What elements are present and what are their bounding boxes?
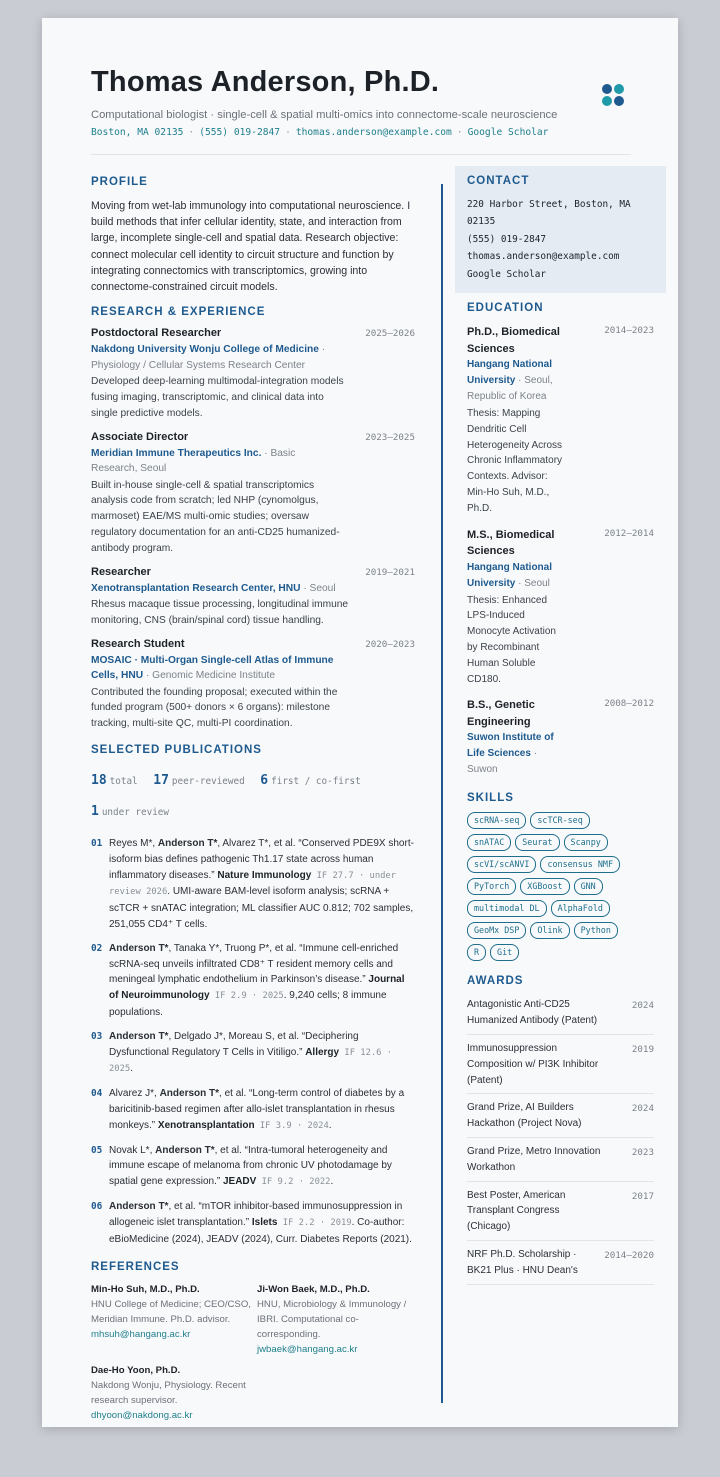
publication-number: 05 <box>91 1144 103 1156</box>
reference-name: Dae-Ho Yoon, Ph.D. <box>91 1365 181 1377</box>
publication-number: 01 <box>91 838 103 850</box>
stat-under-review: 1 under review <box>91 804 169 820</box>
contact-scholar-link[interactable]: Google Scholar <box>467 268 547 280</box>
publication-item <box>91 1199 415 1247</box>
skill-chip: Olink <box>530 922 569 939</box>
reference-email-link[interactable]: mhsuh@hangang.ac.kr <box>91 1328 191 1340</box>
publication-citation: , et al. “Intra-tumoral heterogeneity and immune escape of melanoma from chronic UV photodamage by spatial gene expression.” <box>109 1144 392 1188</box>
header-email-link[interactable]: thomas.anderson@example.com <box>295 127 452 138</box>
publication-journal: Allergy <box>305 1046 340 1058</box>
skill-chip: GNN <box>574 878 603 895</box>
reference-name: Ji-Won Baek, M.D., Ph.D. <box>257 1284 370 1296</box>
skill-chip: XGBoost <box>520 878 569 895</box>
job-org-name: Meridian Immune Therapeutics Inc. <box>91 447 262 459</box>
skill-chip: Scanpy <box>564 834 608 851</box>
publication-impact: IF 27.7 · under review 2026 <box>109 870 397 898</box>
publication-impact: IF 9.2 · 2022 <box>256 1177 331 1188</box>
job-org <box>91 653 341 684</box>
award-item <box>467 1241 654 1285</box>
header-phone: (555) 019-2847 <box>199 127 281 138</box>
reference-item <box>91 1283 251 1342</box>
skill-chip: scRNA-seq <box>467 812 526 829</box>
publication-citation: , Delgado J*, Moreau S, et al. “Deciphering Dysfunctional Regulatory T Cells in Vitiligo.” <box>109 1030 359 1058</box>
publication-journal: Nature Immunology <box>217 869 312 881</box>
job-org-location: · Basic Research, Seoul <box>91 447 296 475</box>
institution: Hangang National University · Seoul <box>467 561 553 589</box>
award-title: Immunosuppression Composition w/ PI3K Inhibitor (Patent) <box>467 1042 599 1086</box>
experience-item <box>91 566 415 629</box>
skill-chips <box>467 812 637 961</box>
publication-note: . <box>328 1119 332 1131</box>
contact-phone: (555) 019-2847 <box>467 233 547 245</box>
education-item <box>467 697 654 778</box>
awards-heading: AWARDS <box>467 975 524 988</box>
publication-citation: , et al. “mTOR inhibitor-based immunosuppression in allogeneic islet transplantation.” <box>109 1201 403 1228</box>
publication-number: 04 <box>91 1088 103 1100</box>
job-org <box>91 446 341 477</box>
reference-desc: Nakdong Wonju, Physiology. Recent research supervisor. <box>91 1380 246 1406</box>
publication-self-author: Anderson T* <box>109 1030 169 1042</box>
experience-item <box>91 327 415 421</box>
job-title: Researcher <box>91 565 151 578</box>
education-date: 2012–2014 <box>604 527 654 539</box>
experience-item <box>91 431 415 557</box>
publication-item <box>91 1029 415 1078</box>
references-heading: REFERENCES <box>91 1261 180 1274</box>
award-title: Grand Prize, AI Builders Hackathon (Project Nova) <box>467 1102 582 1130</box>
skill-chip: scTCR-seq <box>530 812 589 829</box>
degree: Ph.D., Biomedical Sciences <box>467 326 560 355</box>
publication-self-author: Anderson T* <box>109 1201 169 1213</box>
degree: B.S., Genetic Engineering <box>467 699 535 728</box>
header-address: Boston, MA 02135 <box>91 127 184 138</box>
job-org-location: · Seoul <box>303 582 336 594</box>
publication-note: . UMI-aware BAM-level isoform analysis; scRNA + scTCR + snATAC integration; ML classifier AUC 0.812; 702 samples, 251,055 CD4⁺ T cells. <box>109 886 414 931</box>
job-org-location: · Genomic Medicine Institute <box>145 670 276 682</box>
header-divider <box>91 154 631 155</box>
experience-list <box>91 327 415 732</box>
publication-authors: Alvarez J*, <box>109 1088 160 1100</box>
skill-chip: multimodal DL <box>467 900 547 917</box>
publication-self-author: Anderson T* <box>109 942 169 954</box>
job-org <box>91 342 341 373</box>
skill-chip: Python <box>574 922 618 939</box>
sidebar-column <box>455 166 654 1285</box>
award-title: Grand Prize, Metro Innovation Workathon <box>467 1145 601 1173</box>
profile-heading: PROFILE <box>91 176 148 188</box>
publication-citation: , Tanaka Y*, Truong P*, et al. “Immune cell-enriched scRNA-seq unveils infiltrated CD8⁺ T resident memory cells and meningeal lymphatic endothelium in Parkinson’s disease.” <box>109 942 399 986</box>
education-date: 2014–2023 <box>604 325 654 337</box>
reference-email-link[interactable]: dhyoon@nakdong.ac.kr <box>91 1409 193 1421</box>
tagline: Computational biologist · single-cell & spatial multi-omics into connectome-scale neuroscience <box>91 109 558 121</box>
reference-item <box>257 1283 417 1357</box>
job-org-name: MOSAIC · Multi-Organ Single-cell Atlas of Immune Cells, HNU <box>91 654 334 682</box>
skill-chip: consensus NMF <box>540 856 620 873</box>
publication-citation: , et al. “Long-term control of diabetes by a baricitinib-based regimen after allo-islet transplantation in rhesus monkeys.” <box>109 1088 405 1131</box>
experience-heading: RESEARCH & EXPERIENCE <box>91 306 266 319</box>
job-org-name: Xenotransplantation Research Center, HNU <box>91 582 301 594</box>
contact-box <box>455 166 666 293</box>
publication-authors: Novak L*, <box>109 1144 156 1156</box>
stat-first-author: 6 first / co-first <box>260 773 361 789</box>
publication-journal: JEADV <box>222 1176 257 1188</box>
skills-heading: SKILLS <box>467 792 514 805</box>
job-date: 2023–2025 <box>365 431 415 443</box>
education-item <box>467 324 654 517</box>
publication-note: . Co-author: eBioMedicine (2024), JEADV (2024), Curr. Diabetes Reports (2021). <box>109 1216 412 1245</box>
publication-self-author: Anderson T* <box>155 1144 215 1156</box>
award-item <box>467 1182 654 1241</box>
job-title: Associate Director <box>91 430 189 443</box>
publication-impact: IF 12.6 · 2025 <box>109 1047 393 1075</box>
publication-number: 06 <box>91 1201 103 1213</box>
publications-heading: SELECTED PUBLICATIONS <box>91 744 262 757</box>
job-description: Developed deep-learning multimodal-integration models fusing imaging, transcriptomic, and clinical data into single predictive models. <box>91 376 344 419</box>
award-item <box>467 1094 654 1138</box>
award-date: 2019 <box>631 1043 654 1055</box>
stat-peer-reviewed: 17 peer-reviewed <box>153 773 245 789</box>
publication-note: . <box>130 1063 133 1075</box>
award-title: NRF Ph.D. Scholarship · BK21 Plus · HNU Dean's <box>467 1248 578 1276</box>
publication-number: 03 <box>91 1030 103 1042</box>
skill-chip: GeoMx DSP <box>467 922 526 939</box>
degree: M.S., Biomedical Sciences <box>467 528 555 558</box>
publication-item <box>91 941 415 1021</box>
institution: Suwon Institute of Life Sciences · Suwon <box>467 732 554 776</box>
job-title: Research Student <box>91 637 185 650</box>
logo-dots-icon <box>602 84 624 106</box>
publication-impact: IF 2.2 · 2019 <box>277 1217 352 1228</box>
contact-heading: CONTACT <box>467 175 530 187</box>
reference-list <box>91 1283 415 1433</box>
skill-chip: PyTorch <box>467 878 516 895</box>
job-date: 2025–2026 <box>365 328 415 340</box>
skill-chip: Git <box>490 944 519 961</box>
job-org-location: · Physiology / Cellular Systems Research Center <box>91 344 326 371</box>
award-list <box>467 991 654 1284</box>
job-org-name: Nakdong University Wonju College of Medicine <box>91 344 319 356</box>
award-item <box>467 1035 654 1094</box>
publication-journal: Journal of Neuroimmunology <box>109 974 405 1002</box>
publication-number: 02 <box>91 942 103 954</box>
job-description: Rhesus macaque tissue processing, longitudinal immune monitoring, CNS (brain/spinal cord) tissue handling. <box>91 599 349 626</box>
award-date: 2024 <box>631 1000 654 1012</box>
skill-chip: AlphaFold <box>551 900 610 917</box>
publication-authors: Reyes M*, <box>109 838 158 850</box>
skill-chip: snATAC <box>467 834 511 851</box>
award-item <box>467 991 654 1035</box>
experience-item <box>91 638 415 732</box>
publication-list <box>91 836 415 1247</box>
column-divider <box>441 184 443 1403</box>
award-title: Antagonistic Anti-CD25 Humanized Antibody (Patent) <box>467 999 598 1027</box>
publication-citation: , Alvarez T*, et al. “Conserved PDE9X short-isoform bias defines pathogenic Th1.17 state across human inflammatory diseases.” <box>109 838 414 881</box>
award-date: 2023 <box>631 1146 654 1158</box>
job-org <box>91 581 341 597</box>
thesis: Thesis: Mapping Dendritic Cell Heterogeneity Across Chronic Inflammatory Contexts. Advisor: Min-Ho Suh, M.D., Ph.D. <box>467 408 563 514</box>
reference-name: Min-Ho Suh, M.D., Ph.D. <box>91 1284 200 1296</box>
contact-email-link[interactable]: thomas.anderson@example.com <box>467 251 620 263</box>
resume-page <box>42 18 678 1427</box>
reference-email-link[interactable]: jwbaek@hangang.ac.kr <box>257 1343 358 1355</box>
contact-lines <box>467 196 654 283</box>
job-title: Postdoctoral Researcher <box>91 327 222 340</box>
publication-item <box>91 836 415 933</box>
publication-impact: IF 3.9 · 2024 <box>254 1120 329 1131</box>
publication-impact: IF 2.9 · 2025 <box>209 991 284 1002</box>
education-section <box>455 302 654 1285</box>
stat-total: 18 total <box>91 773 138 789</box>
publication-stats <box>91 766 415 828</box>
publication-note: . <box>330 1176 334 1188</box>
job-date: 2020–2023 <box>365 638 415 650</box>
award-title: Best Poster, American Transplant Congress (Chicago) <box>467 1189 566 1233</box>
main-column <box>91 164 415 1433</box>
job-description: Built in-house single-cell & spatial transcriptomics analysis code from scratch; led NHP (cynomolgus, marmoset) EAE/MS multi-omic studies; oversaw regulatory documentation for an anti-CD25 humanized-antibody program. <box>91 479 340 554</box>
award-date: 2017 <box>631 1190 654 1202</box>
thesis: Thesis: Enhanced LPS-Induced Monocyte Activation by Recombinant Human Soluble CD180. <box>467 594 556 685</box>
header-contact-line: Boston, MA 02135 · (555) 019-2847 · thomas.anderson@example.com · Google Scholar <box>91 127 549 138</box>
reference-desc: HNU, Microbiology & Immunology / IBRI. Computational co-corresponding. <box>257 1299 407 1340</box>
job-date: 2019–2021 <box>365 566 415 578</box>
education-heading: EDUCATION <box>467 302 544 315</box>
publication-self-author: Anderson T* <box>159 1088 220 1100</box>
header-scholar-link[interactable]: Google Scholar <box>467 127 549 138</box>
contact-address: 220 Harbor Street, Boston, MA 02135 <box>467 199 631 228</box>
skill-chip: Seurat <box>515 834 559 851</box>
publication-note: . 9,240 cells; 8 immune populations. <box>109 990 387 1019</box>
publication-journal: Islets <box>251 1216 278 1228</box>
education-item <box>467 527 654 688</box>
institution: Hangang National University · Seoul, Republic of Korea <box>467 359 553 403</box>
publication-item <box>91 1086 415 1134</box>
award-item <box>467 1138 654 1182</box>
full-name: Thomas Anderson, Ph.D. <box>91 66 440 98</box>
publication-self-author: Anderson T* <box>157 838 218 850</box>
job-description: Contributed the founding proposal; executed within the funded program (500+ donors × 6 organs): milestone tracking, multi-site QC, multi-PI coordination. <box>91 686 338 730</box>
award-date: 2024 <box>631 1103 654 1115</box>
award-date: 2014–2020 <box>604 1249 654 1261</box>
skill-chip: R <box>467 944 486 961</box>
publication-journal: Xenotransplantation <box>157 1119 255 1131</box>
reference-item <box>91 1364 251 1423</box>
publication-item <box>91 1143 415 1191</box>
skill-chip: scVI/scANVI <box>467 856 536 873</box>
resume-header <box>91 66 631 138</box>
profile-text: Moving from wet-lab immunology into computational neuroscience. I build methods that infer cellular identity, state, and interaction from large, incomplete single-cell and spatial data. Research objective: connect molecular cell identity to circuit structure and function by integrating connectomics with transcriptomics, growing into connectome-constrained circuit models. <box>91 200 411 294</box>
reference-desc: HNU College of Medicine; CEO/CSO, Meridian Immune. Ph.D. advisor. <box>91 1299 251 1325</box>
education-date: 2008–2012 <box>604 698 654 710</box>
